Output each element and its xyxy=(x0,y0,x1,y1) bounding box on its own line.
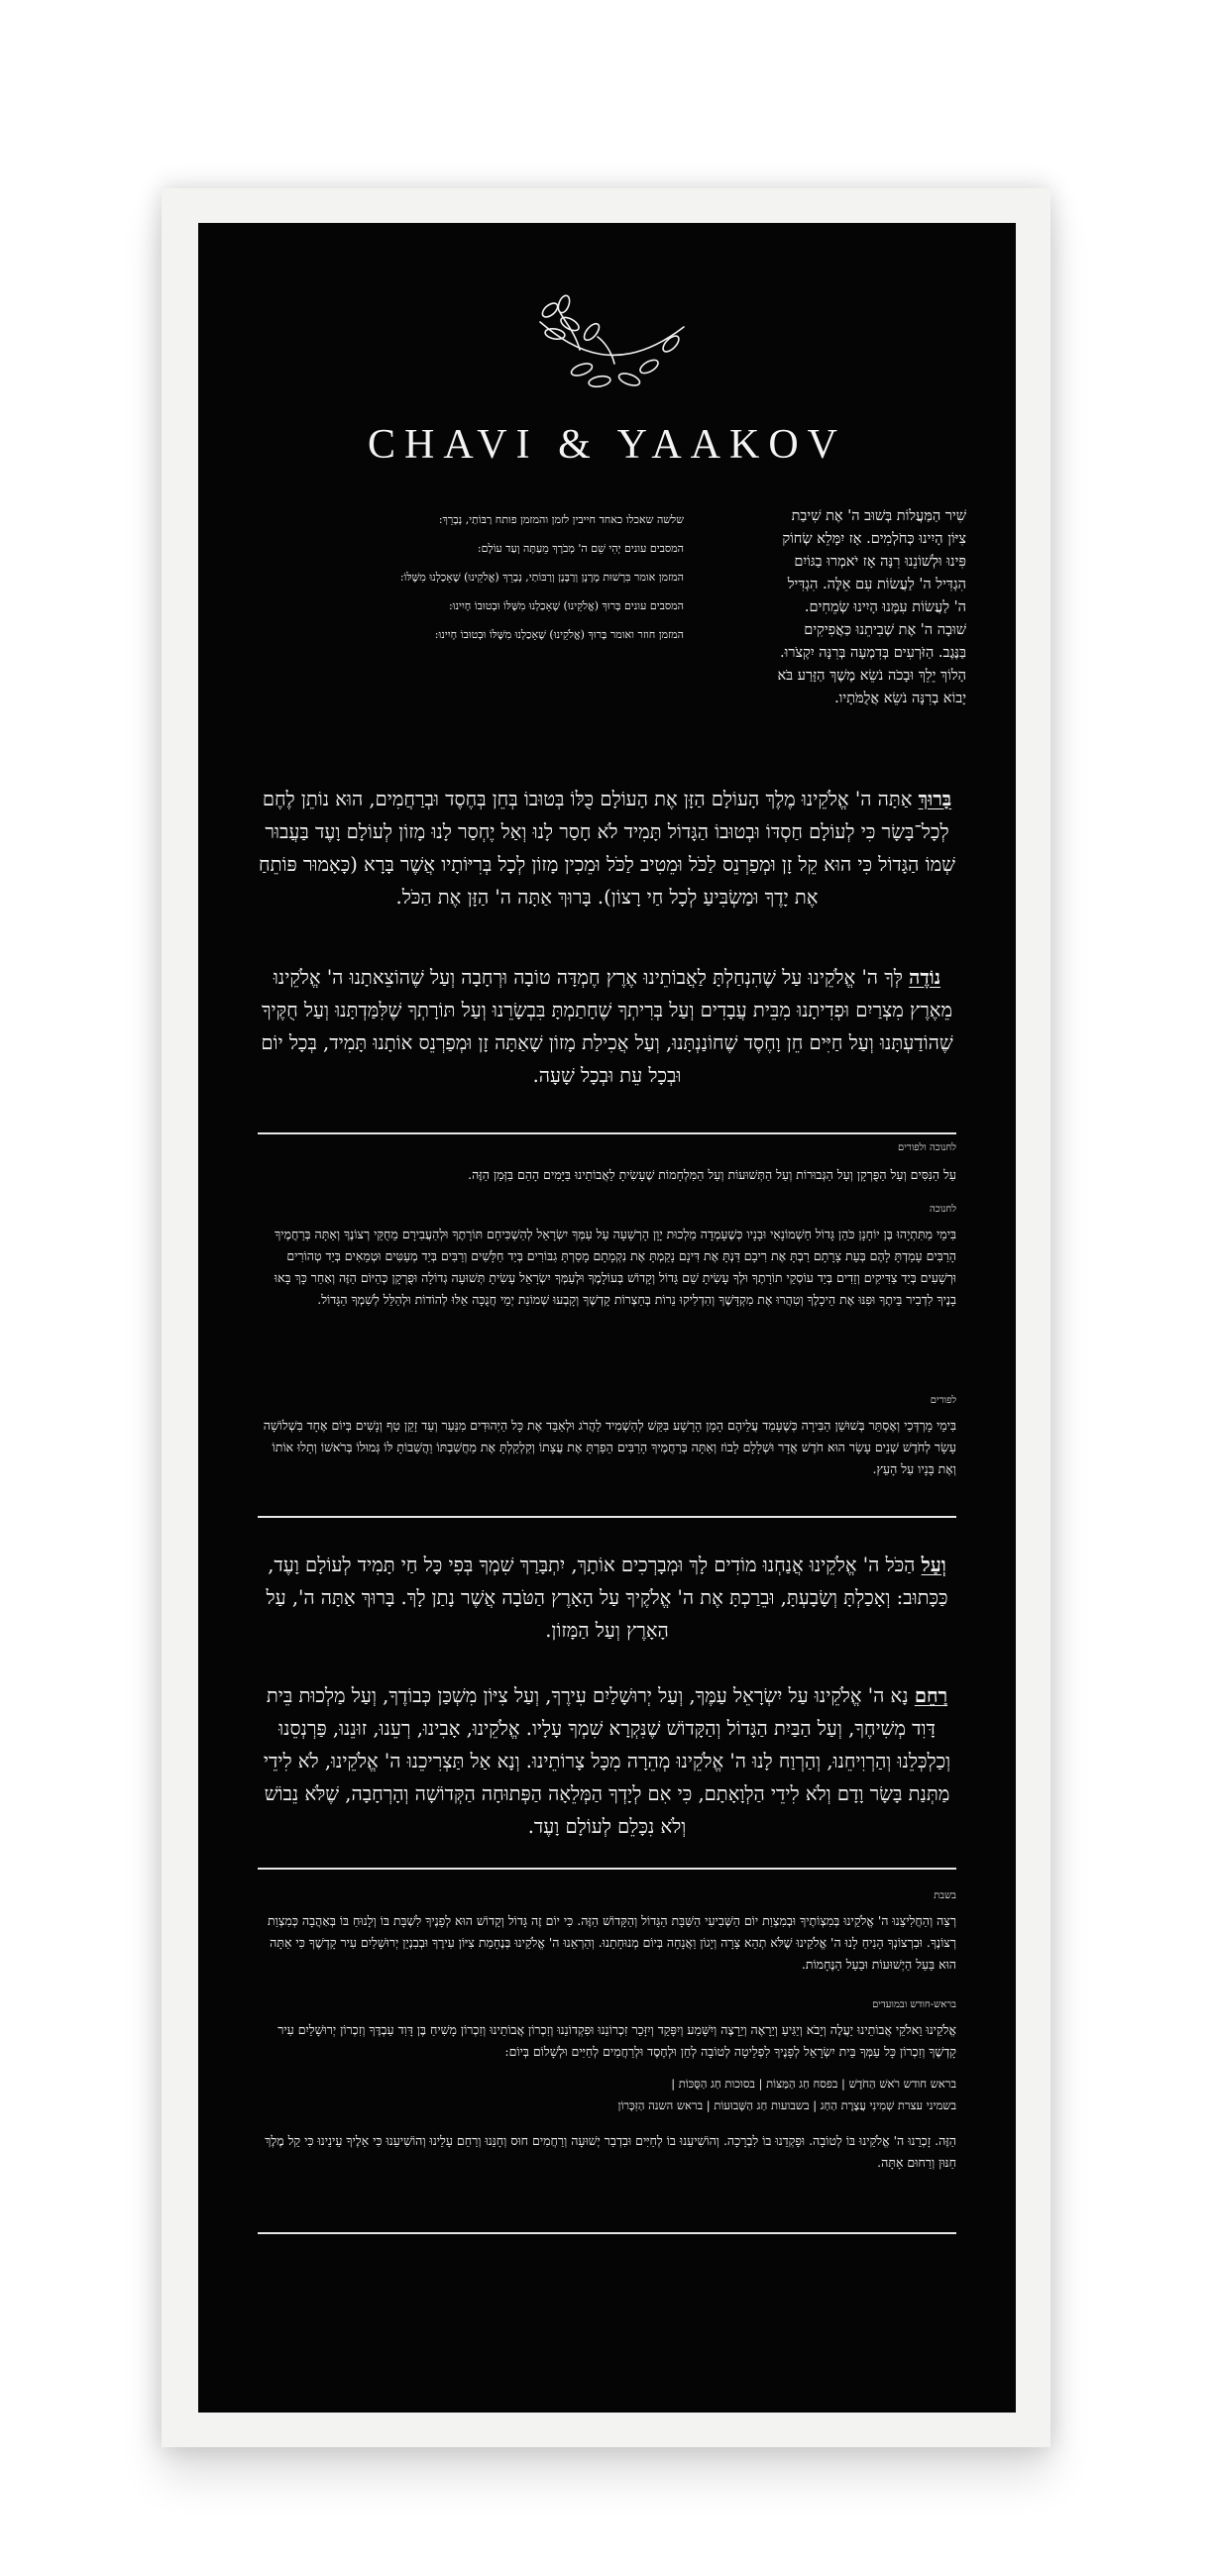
psalm-line: פִּינוּ וּלְשׁוֹנֵנוּ רִנָּה אָז יֹאמְרוּ בַגּוֹיִם xyxy=(794,554,966,570)
zimun-line: שלשה שאכלו כאחד חייבין לזמן והמזמן פותח רַבּוֹתַי, נְבָרֵךְ: xyxy=(438,513,684,526)
leaf-sprig-icon xyxy=(520,292,699,391)
psalm-line: שִׁיר הַמַּעֲלוֹת בְּשׁוּב ה' אֶת שִׁיבַת xyxy=(791,508,966,524)
section-label: בראש-חודש ובמועדים xyxy=(872,1999,956,2010)
yaaleh-veyavo-section xyxy=(258,2019,956,2174)
yaaleh-veyavo-closing: הַזֶּה. זָכְרֵנוּ ה' אֱלֹקֵינוּ בּוֹ לְטוֹבָה. וּפָקְדֵנוּ בוֹ לִבְרָכָה. וְהוֹשִׁיעֵנוּ בוֹ לְחַיִּים וּבִדְבַר יְשׁוּעָה וְרַחֲמִים חוּס וְחָנֵּנוּ וְרַחֵם עָלֵינוּ וְהוֹשִׁיעֵנוּ כִּי אֵלֶיךָ עֵינֵינוּ כִּי קֵל מֶלֶךְ חַנּוּן וְרַחוּם אָתָּה. xyxy=(265,2133,956,2170)
al-hanisim-text: עַל הַנִּסִּים וְעַל הַפֻּרְקָן וְעַל הַגְּבוּרוֹת וְעַל הַתְּשׁוּעוֹת וְעַל הַמִּלְחָמוֹת שֶׁעָשִׂיתָ לַאֲבוֹתֵינוּ בַּיָּמִים הָהֵם בַּזְּמַן הַזֶּה. xyxy=(468,1167,956,1182)
occasions-line: בשמיני עצרת שְׁמִינִי עֲצֶרֶת הַחַג | בשבועות חַג הַשָּׁבוּעוֹת | בראש השנה הַזִּכָּרוֹן xyxy=(617,2098,956,2112)
nodeh-text: לְּךָ ה' אֱלֹקֵינוּ עַל שֶׁהִנְחַלְתָּ לַאֲבוֹתֵינוּ אֶרֶץ חֶמְדָּה טוֹבָה וּרְחָבָה וְעַל שֶׁהוֹצֵאתָנוּ ה' אֱלֹקֵינוּ מֵאֶרֶץ מִצְרַיִם וּפְדִיתָנוּ מִבֵּית עֲבָדִים וְעַל בְּרִיתְךָ שֶׁחָתַמְתָּ בִּבְשָׂרֵנוּ וְעַל תּוֹרָתְךָ שֶׁלִּמַּדְתָּנוּ וְעַל חֻקֶּיךָ שֶׁהוֹדַעְתָּנוּ וְעַל חַיִּים חֵן וָחֶסֶד שֶׁחוֹנַנְתָּנוּ, וְעַל אֲכִילַת מָזוֹן שָׁאַתָּה זָן וּמְפַרְנֵס אוֹתָנוּ תָּמִיד, בְּכָל יוֹם וּבְכָל עֵת וּבְכָל שָׁעָה. xyxy=(261,966,953,1087)
chanukah-text: בִּימֵי מַתִּתְיָהוּ בֶּן יוֹחָנָן כֹּהֵן גָּדוֹל חַשְׁמוֹנָאִי וּבָנָיו כְּשֶׁעָמְדָה מַלְכוּת יָוָן הָרְשָׁעָה עַל עַמְּךָ יִשְׂרָאֵל לְהַשְׁכִּיחָם תּוֹרָתֶךָ וּלְהַעֲבִירָם מֵחֻקֵּי רְצוֹנֶךָ וְאַתָּה בְּרַחֲמֶיךָ הָרַבִּים עָמַדְתָּ לָהֶם בְּעֵת צָרָתָם רַבְתָּ אֶת רִיבָם דַּנְתָּ אֶת דִּינָם נָקַמְתָּ אֶת נִקְמָתָם מָסַרְתָּ גִבּוֹרִים בְּיַד חַלָּשִׁים וְרַבִּים בְּיַד מְעַטִּים וּטְמֵאִים בְּיַד טְהוֹרִים וּרְשָׁעִים בְּיַד צַדִּיקִים וְזֵדִים בְּיַד עוֹסְקֵי תוֹרָתֶךָ וּלְךָ עָשִׂיתָ שֵׁם גָּדוֹל וְקָדוֹשׁ בְּעוֹלָמֶךָ וּלְעַמְּךָ יִשְׂרָאֵל עָשִׂיתָ תְּשׁוּעָה גְדוֹלָה וּפֻרְקָן כְּהַיּוֹם הַזֶּה וְאַחַר כָּךְ בָּאוּ בָנֶיךָ לִדְבִיר בֵּיתֶךָ וּפִנּוּ אֶת הֵיכָלֶךָ וְטִהֲרוּ אֶת מִקְדָּשֶׁךָ וְהִדְלִיקוּ נֵרוֹת בְּחַצְרוֹת קָדְשֶׁךָ וְקָבְעוּ שְׁמוֹנַת יְמֵי חֲנֻכָּה אֵלּוּ לְהוֹדוֹת וּלְהַלֵּל לְשִׁמְךָ הַגָּדוֹל. xyxy=(274,1227,956,1307)
psalm-line: הָלוֹךְ יֵלֵךְ וּבָכֹה נֹשֵׂא מֶשֶׁךְ הַזָּרַע בֹּא xyxy=(777,668,966,684)
divider xyxy=(258,1132,956,1134)
baruch-lead-word: בָּרוּךְ xyxy=(918,788,952,810)
couple-names-title: CHAVI & YAAKOV xyxy=(367,422,847,468)
racheim-paragraph xyxy=(253,1679,961,1843)
baruch-paragraph xyxy=(253,783,961,913)
bencher-card xyxy=(198,223,1016,2413)
divider xyxy=(258,1868,956,1870)
zimun-line: המזמן אומר בִּרְשׁוּת מָרָנָן וְרַבָּנָן וְרַבּוֹתַי, נְבָרֵךְ (אֱלֹקֵינוּ) שֶׁאָכַלְנוּ מִשֶּׁלּוֹ: xyxy=(399,571,684,584)
psalm-line: שׁוּבָה ה' אֶת שְׁבִיתֵנוּ כַּאֲפִיקִים xyxy=(804,622,966,638)
psalm-line: צִיּוֹן הָיִינוּ כְּחֹלְמִים. אָז יִמָּלֵא שְׂחוֹק xyxy=(782,531,966,547)
psalm-line: בַּנֶּגֶב. הַזֹּרְעִים בְּדִמְעָה בְּרִנָּה יִקְצֹרוּ. xyxy=(780,645,966,661)
nodeh-lead-word: נוֹדֶה xyxy=(909,966,941,989)
vaal-paragraph xyxy=(253,1549,961,1647)
retzei-text: רְצֵה וְהַחֲלִיצֵנוּ ה' אֱלֹקֵינוּ בְּמִצְוֹתֶיךָ וּבְמִצְוַת יוֹם הַשְּׁבִיעִי הַשַּׁבָּת הַגָּדוֹל וְהַקָּדוֹשׁ הַזֶּה. כִּי יוֹם זֶה גָּדוֹל וְקָדוֹשׁ הוּא לְפָנֶיךָ לִשְׁבָּת בּוֹ וְלָנוּחַ בּוֹ בְּאַהֲבָה כְּמִצְוַת רְצוֹנֶךָ. וּבִרְצוֹנְךָ הָנִיחַ לָנוּ ה' אֱלֹקֵינוּ שֶׁלֹּא תְהֵא צָרָה וְיָגוֹן וַאֲנָחָה בְּיוֹם מְנוּחָתֵנוּ. וְהַרְאֵנוּ ה' אֱלֹקֵינוּ בְּנֶחָמַת צִיּוֹן עִירֶךָ וּבְבִנְיַן יְרוּשָׁלַיִם עִיר קָדְשֶׁךָ כִּי אַתָּה הוּא בַּעַל הַיְשׁוּעוֹת וּבַעַל הַנֶּחָמוֹת. xyxy=(268,1913,956,1972)
section-label: לחנוכה ולפורים xyxy=(897,1142,956,1153)
psalm-line: יָבוֹא בְרִנָּה נֹשֵׂא אֲלֻמֹּתָיו. xyxy=(834,691,966,706)
occasions-line: בראש חודש רֹאשׁ הַחֹדֶשׁ | בפסח חַג הַמַּצּוֹת | בסוכות חַג הַסֻּכּוֹת | xyxy=(671,2077,956,2091)
vaal-lead-word: וְעַל xyxy=(921,1554,946,1576)
section-label: לחנוכה xyxy=(929,1204,956,1215)
zimun-line: המסבים עונים יְהִי שֵׁם ה' מְבֹרָךְ מֵעַתָּה וְעַד עוֹלָם: xyxy=(477,542,684,555)
divider xyxy=(258,2232,956,2234)
psalm-line: ה' לַעֲשׂוֹת עִמָּנוּ הָיִינוּ שְׂמֵחִים. xyxy=(804,599,966,615)
section-label: לפורים xyxy=(930,1395,956,1406)
shir-hamaalot xyxy=(709,505,966,710)
yaaleh-veyavo-text: אֱלֹקֵינוּ וֵאלֹקֵי אֲבוֹתֵינוּ יַעֲלֶה וְיָבֹא וְיַגִּיעַ וְיֵרָאֶה וְיֵרָצֶה וְיִשָּׁמַע וְיִפָּקֵד וְיִזָּכֵר זִכְרוֹנֵנוּ וּפִקְדוֹנֵנוּ וְזִכְרוֹן אֲבוֹתֵינוּ וְזִכְרוֹן מָשִׁיחַ בֶּן דָּוִד עַבְדֶּךָ וְזִכְרוֹן יְרוּשָׁלַיִם עִיר קָדְשֶׁךָ וְזִכְרוֹן כָּל עַמְּךָ בֵּית יִשְׂרָאֵל לְפָנֶיךָ לִפְלֵיטָה לְטוֹבָה לְחֵן וּלְחֶסֶד וּלְרַחֲמִים לְחַיִּים וּלְשָׁלוֹם בְּיוֹם: xyxy=(277,2022,956,2059)
zimun-line: המסבים עונים בָּרוּךְ (אֱלֹקֵינוּ) שֶׁאָכַלְנוּ מִשֶּׁלּוֹ וּבְטוּבוֹ חָיִינוּ: xyxy=(448,599,684,612)
section-label: בשבת xyxy=(934,1890,956,1901)
nodeh-paragraph xyxy=(253,961,961,1092)
vaal-text: הַכֹּל ה' אֱלֹקֵינוּ אֲנַחְנוּ מוֹדִים לָךְ וּמְבָרְכִים אוֹתָךְ, יִתְבָּרַךְ שִׁמְךָ בְּפִי כָּל חַי תָּמִיד לְעוֹלָם וָעֶד, כַּכָּתוּב: וְאָכַלְתָּ וְשָׂבָעְתָּ, וּבֵרַכְתָּ אֶת ה' אֱלֹקֶיךָ עַל הָאָרֶץ הַטֹּבָה אֲשֶׁר נָתַן לָךְ. בָּרוּךְ אַתָּה ה', עַל הָאָרֶץ וְעַל הַמָּזוֹן. xyxy=(266,1554,948,1642)
psalm-line: הִגְדִּיל ה' לַעֲשׂוֹת עִם אֵלֶּה. הִגְדִּיל xyxy=(787,577,966,592)
purim-text: בִּימֵי מָרְדְּכַי וְאֶסְתֵּר בְּשׁוּשַׁן הַבִּירָה כְּשֶׁעָמַד עֲלֵיהֶם הָמָן הָרָשָׁע בִּקֵּשׁ לְהַשְׁמִיד לַהֲרֹג וּלְאַבֵּד אֶת כָּל הַיְּהוּדִים מִנַּעַר וְעַד זָקֵן טַף וְנָשִׁים בְּיוֹם אֶחָד בִּשְׁלוֹשָׁה עָשָׂר לְחֹדֶשׁ שְׁנֵים עָשָׂר הוּא חֹדֶשׁ אֲדָר וּשְׁלָלָם לָבוֹז וְאַתָּה בְּרַחֲמֶיךָ הָרַבִּים הֵפַרְתָּ אֶת עֲצָתוֹ וְקִלְקַלְתָּ אֶת מַחֲשַׁבְתּוֹ וַהֲשֵׁבוֹתָ לּוֹ גְּמוּלוֹ בְּרֹאשׁוֹ וְתָלוּ אוֹתוֹ וְאֶת בָּנָיו עַל הָעֵץ. xyxy=(263,1418,956,1476)
racheim-text: נָא ה' אֱלֹקֵינוּ עַל יִשְׂרָאֵל עַמֶּךָ, וְעַל יְרוּשָׁלַיִם עִירֶךָ, וְעַל צִיּוֹן מִשְׁכַּן כְּבוֹדֶךָ, וְעַל מַלְכוּת בֵּית דָּוִד מְשִׁיחֶךָ, וְעַל הַבַּיִת הַגָּדוֹל וְהַקָּדוֹשׁ שֶׁנִּקְרָא שִׁמְךָ עָלָיו. אֱלֹקֵינוּ, אָבִינוּ, רְעֵנוּ, זוּנֵנוּ, פַּרְנְסֵנוּ וְכַלְכְּלֵנוּ וְהַרְוִיחֵנוּ, וְהַרְוַח לָנוּ ה' אֱלֹקֵינוּ מְהֵרָה מִכָּל צָרוֹתֵינוּ. וְנָא אַל תַּצְרִיכֵנוּ ה' אֱלֹקֵינוּ, לֹא לִידֵי מַתְּנַת בָּשָׂר וָדָם וְלֹא לִידֵי הַלְוָאָתָם, כִּי אִם לְיָדְךָ הַמְּלֵאָה הַפְּתוּחָה הַקְּדוֹשָׁה וְהָרְחָבָה, שֶׁלֹּא נֵבוֹשׁ וְלֹא נִכָּלֵם לְעוֹלָם וָעֶד. xyxy=(263,1684,951,1838)
zimun-line: המזמן חוזר ואומר בָּרוּךְ (אֱלֹקֵינוּ) שֶׁאָכַלְנוּ מִשֶּׁלּוֹ וּבְטוּבוֹ חָיִינוּ: xyxy=(434,628,684,641)
zimun-instructions xyxy=(307,505,684,649)
racheim-lead-word: רַחֵם xyxy=(914,1684,948,1707)
divider xyxy=(258,1516,956,1518)
baruch-text: אַתָּה ה' אֱלֹקֵינוּ מֶלֶךְ הָעוֹלָם הַזָּן אֶת הָעוֹלָם כֻּלּוֹ בְּטוּבוֹ בְּחֵן בְּחֶסֶד וּבְרַחֲמִים, הוּא נוֹתֵן לֶחֶם לְכָל־בָּשָׂר כִּי לְעוֹלָם חַסְדּוֹ וּבְטוּבוֹ הַגָּדוֹל תָּמִיד לֹא חָסַר לָנוּ וְאַל יֶחְסַר לָנוּ מָזוֹן לְעוֹלָם וָעֶד בַּעֲבוּר שְׁמוֹ הַגָּדוֹל כִּי הוּא קֵל זָן וּמְפַרְנֵס לַכֹּל וּמֵטִיב לַכֹּל וּמֵכִין מָזוֹן לְכָל בְּרִיּוֹתָיו אֲשֶׁר בָּרָא (כָּאָמוּר פּוֹתֵחַ אֶת יָדֶךָ וּמַשְׂבִּיעַ לְכָל חַי רָצוֹן). בָּרוּךְ אַתָּה ה' הַזָּן אֶת הַכֹּל. xyxy=(259,788,955,909)
